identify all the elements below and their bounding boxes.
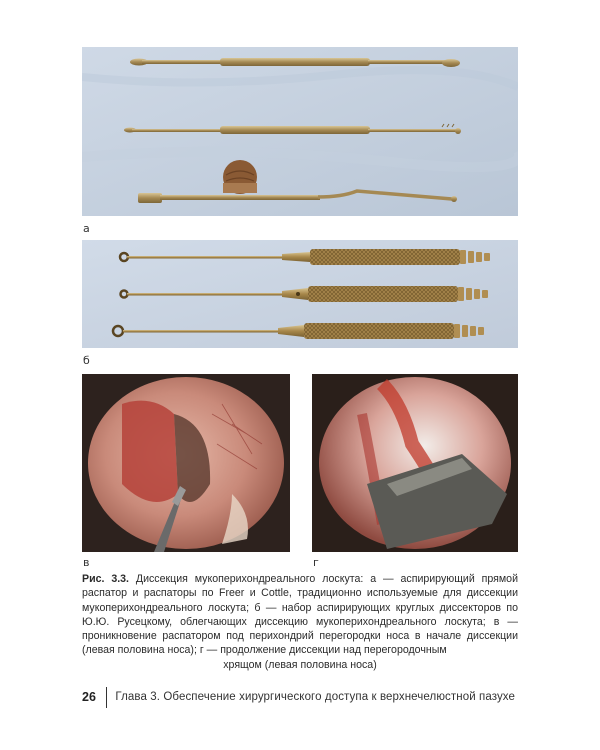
- photo-panel-a: [82, 47, 518, 216]
- photo-panel-g: [312, 374, 518, 552]
- photo-panel-v: [82, 374, 290, 552]
- running-head: Глава 3. Обеспечение хирургического доступа к верхнечелюстной пазухе: [115, 691, 516, 703]
- panel-label-v: в: [83, 556, 90, 569]
- page-footer: [82, 686, 522, 708]
- figure-caption: [82, 572, 518, 672]
- caption-last-line: хрящом (левая половина носа): [223, 658, 377, 671]
- panel-label-a: а: [83, 222, 90, 235]
- figure-reference: Рис. 3.3.: [82, 573, 129, 585]
- panel-label-g: г: [313, 556, 319, 569]
- caption-text: Диссекция мукоперихондреального лоскута: а — аспирирующий прямой распатор и распаторы по Freer и Cottle, традиционно используемые для диссекции мукоперихондреального лоскута; б — набор аспирирующих круглых диссекторов по Ю.Ю. Русецкому, облегчающих диссекцию мукоперихондреального лоскута; в — проникновение распатором под перихондрий перегородки носа в начале диссекции (левая половина носа); г — продолжение диссекции над перегородочным: [82, 573, 518, 657]
- page-number: 26: [82, 690, 96, 704]
- panel-label-b: б: [83, 354, 90, 367]
- photo-panel-b: [82, 240, 518, 348]
- footer-divider: [106, 687, 108, 708]
